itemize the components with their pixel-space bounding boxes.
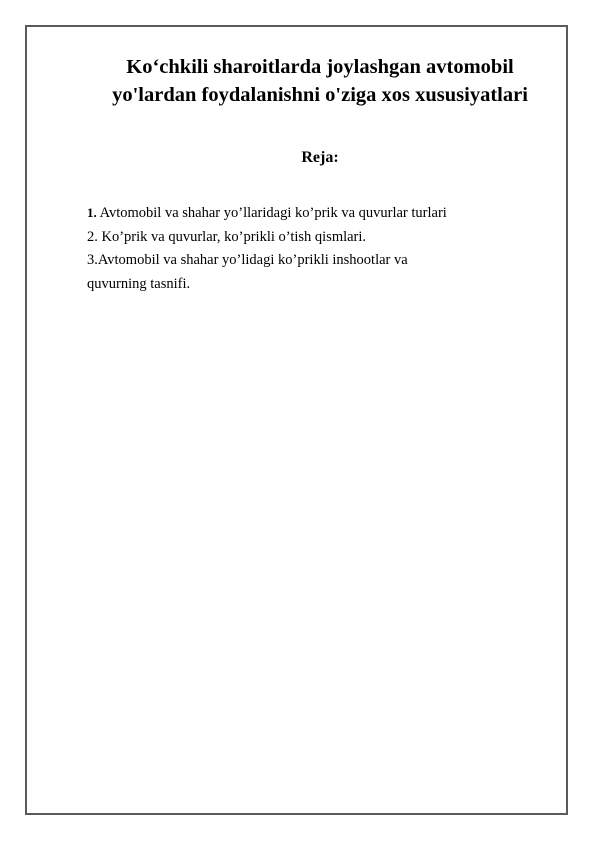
title-line-1: Ko‘chkili sharoitlarda joylashgan avtomobil (126, 56, 514, 78)
plan-list (87, 201, 527, 296)
plan-item-3 (87, 249, 527, 273)
page-border (25, 25, 568, 815)
plan-item-2-text: 2. Ko’prik va quvurlar, ko’prikli o’tish qismlari. (87, 228, 367, 245)
plan-item-2 (87, 226, 527, 250)
plan-item-1-number: 1. (87, 205, 97, 220)
plan-item-1-text: Avtomobil va shahar yo’llaridagi ko’prik va quvurlar turlari (96, 205, 447, 221)
plan-item-3-continued (87, 273, 527, 297)
plan-heading: Reja: (301, 149, 339, 166)
plan-item-3-line-1: 3.Avtomobil va shahar yo’lidagi ko’prikli inshootlar va (87, 252, 408, 268)
document-title (40, 53, 596, 109)
plan-item-3-line-2: quvurning tasnifi. (87, 275, 191, 292)
title-line-2: yo'lardan foydalanishni o'ziga xos xususiyatlari (112, 84, 528, 106)
plan-item-1 (87, 201, 527, 226)
